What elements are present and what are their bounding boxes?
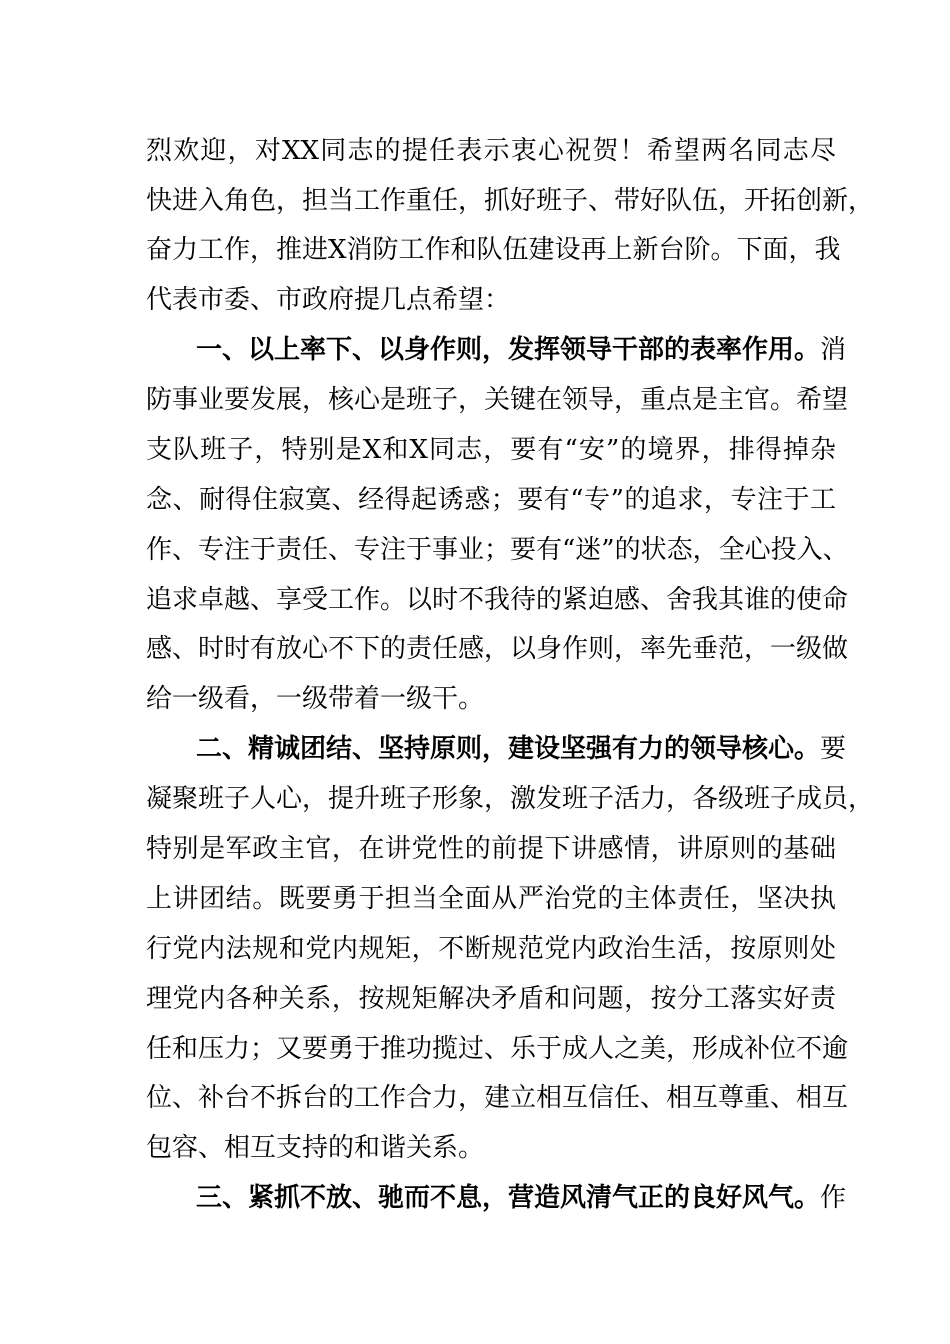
- paragraph-line: 支队班子，特别是X和X同志，要有“安”的境界，排得掉杂: [146, 435, 836, 465]
- paragraph-line: 追求卓越、享受工作。以时不我待的紧迫感、舍我其谁的使命: [146, 585, 849, 615]
- paragraph-text: 作: [820, 1183, 847, 1213]
- paragraph-line: 烈欢迎，对XX同志的提任表示衷心祝贺！希望两名同志尽: [146, 136, 836, 166]
- section-heading: 三、紧抓不放、驰而不息，营造风清气正的良好风气。: [196, 1183, 821, 1213]
- paragraph-line: 快进入角色，担当工作重任，抓好班子、带好队伍，开拓创新，: [146, 186, 875, 216]
- paragraph-line: 包容、相互支持的和谐关系。: [146, 1133, 485, 1163]
- paragraph-text: 消: [820, 335, 847, 365]
- paragraph-line: 上讲团结。既要勇于担当全面从严治党的主体责任，坚决执: [146, 884, 836, 914]
- section-heading-line: [196, 1178, 847, 1218]
- section-heading-line: [196, 729, 847, 769]
- paragraph-line: 位、补台不拆台的工作合力，建立相互信任、相互尊重、相互: [146, 1083, 849, 1113]
- paragraph-line: 特别是军政主官，在讲党性的前提下讲感情，讲原则的基础: [146, 834, 836, 864]
- paragraph-line: 奋力工作，推进X消防工作和队伍建设再上新台阶。下面，我: [146, 235, 841, 265]
- paragraph-line: 理党内各种关系，按规矩解决矛盾和问题，按分工落实好责: [146, 984, 836, 1014]
- paragraph-line: 行党内法规和党内规矩，不断规范党内政治生活，按原则处: [146, 934, 836, 964]
- paragraph-line: 代表市委、市政府提几点希望：: [146, 285, 511, 315]
- paragraph-line: 凝聚班子人心，提升班子形象，激发班子活力，各级班子成员，: [146, 784, 875, 814]
- paragraph-line: 念、耐得住寂寞、经得起诱惑；要有“专”的追求，专注于工: [146, 485, 836, 515]
- section-heading: 二、精诚团结、坚持原则，建设坚强有力的领导核心。: [196, 734, 821, 764]
- paragraph-line: 防事业要发展，核心是班子，关键在领导，重点是主官。希望: [146, 385, 849, 415]
- paragraph-text: 要: [820, 734, 847, 764]
- paragraph-line: 感、时时有放心不下的责任感，以身作则，率先垂范，一级做: [146, 634, 849, 664]
- section-heading: 一、以上率下、以身作则，发挥领导干部的表率作用。: [196, 335, 821, 365]
- paragraph-line: 作、专注于责任、专注于事业；要有“迷”的状态，全心投入、: [146, 535, 849, 565]
- paragraph-line: 给一级看，一级带着一级干。: [146, 684, 485, 714]
- section-heading-line: [196, 330, 847, 370]
- paragraph-line: 任和压力；又要勇于推功揽过、乐于成人之美，形成补位不逾: [146, 1034, 849, 1064]
